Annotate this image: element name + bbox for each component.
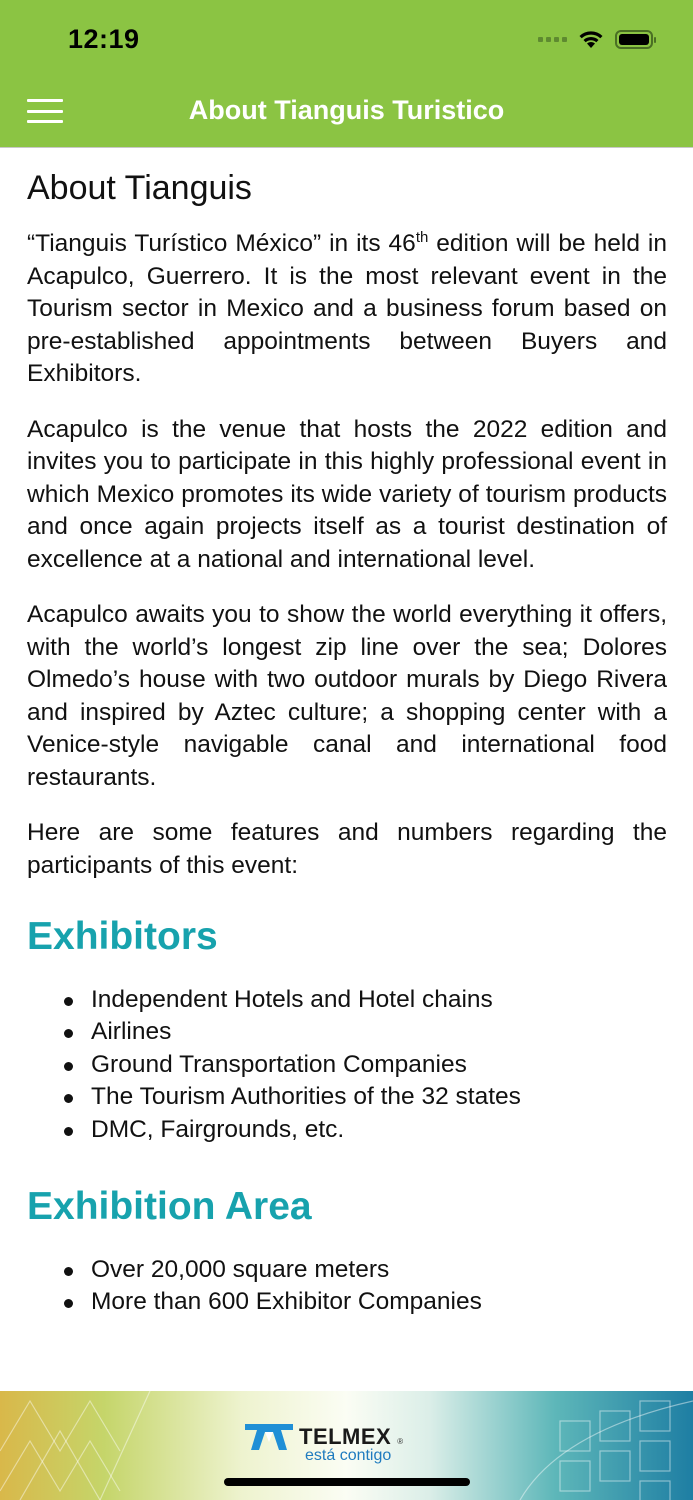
list-item: Independent Hotels and Hotel chains <box>62 984 667 1016</box>
cellular-signal-icon <box>538 37 567 42</box>
venue-paragraph: Acapulco is the venue that hosts the 2022 edition and invites you to participate in this highly professional event in which Mexico promotes its wide variety of tourism products and once again projects itself as a tourist destination of excellence at a national and international level. <box>27 415 667 573</box>
exhibition-area-heading: Exhibition Area <box>27 1185 312 1229</box>
features-intro-paragraph: Here are some features and numbers regarding the participants of this event: <box>27 819 667 879</box>
nav-title: About Tianguis Turistico <box>188 95 505 125</box>
telmex-tagline: está contigo <box>305 1447 392 1464</box>
attractions-paragraph: Acapulco awaits you to show the world everything it offers, with the world’s longest zip line over the sea; Dolores Olmedo’s house with two outdoor murals by Diego Rivera and inspired by Aztec culture; a shopping center with a Venice-style navigable canal and international food restaurants. <box>27 601 667 791</box>
list-item: Ground Transportation Companies <box>62 1049 667 1081</box>
status-indicators <box>538 28 653 50</box>
exhibition-area-list <box>62 1254 667 1319</box>
list-item: The Tourism Authorities of the 32 states <box>62 1081 667 1113</box>
list-item: Over 20,000 square meters <box>62 1254 667 1286</box>
telmex-logo-icon <box>245 1424 293 1450</box>
status-time: 12:19 <box>68 24 140 54</box>
home-indicator[interactable] <box>224 1478 470 1486</box>
exhibitors-heading: Exhibitors <box>27 915 218 958</box>
list-item: More than 600 Exhibitor Companies <box>62 1286 667 1318</box>
list-item: DMC, Fairgrounds, etc. <box>62 1114 667 1146</box>
list-item: Airlines <box>62 1016 667 1048</box>
registered-mark: ® <box>397 1436 404 1446</box>
page-heading: About Tianguis <box>27 169 252 207</box>
exhibitors-list <box>62 984 667 1146</box>
app-header <box>0 0 693 148</box>
telmex-brand: TELMEX <box>299 1424 392 1449</box>
battery-icon <box>615 30 653 49</box>
wifi-icon <box>577 28 605 50</box>
intro-paragraph: “Tianguis Turístico México” in its 46th edition will be held in Acapulco, Guerrero. It is the most relevant event in the Tourism sector in Mexico and a business forum based on pre-established appointments between Buyers and Exhibitors. <box>27 229 667 387</box>
about-content <box>27 166 667 1319</box>
telmex-logo <box>245 1424 403 1465</box>
